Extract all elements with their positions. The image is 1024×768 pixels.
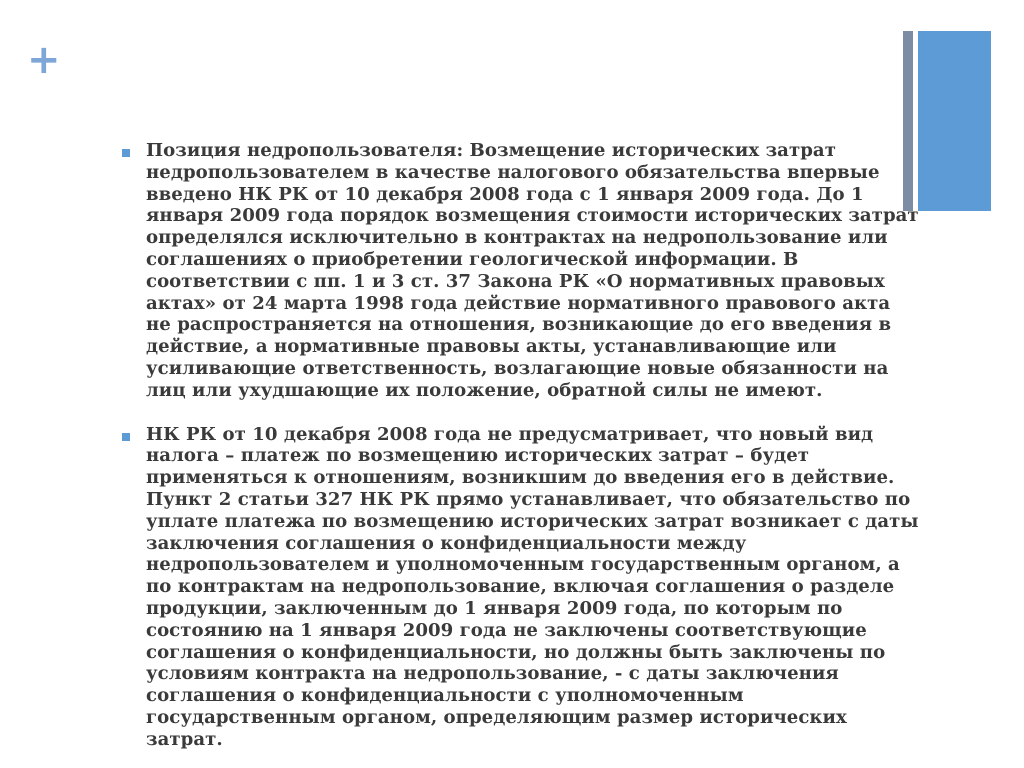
bullet-item-2 xyxy=(120,424,920,751)
bullet-square-icon xyxy=(122,149,130,157)
decorative-bar-blue xyxy=(918,31,991,211)
bullet-text: НК РК от 10 декабря 2008 года не предусматривает, что новый вид налога – платеж по возмещению исторических затрат – будет применяться к отношениям, возникшим до введения его в действие. Пункт 2 статьи 327 НК РК прямо устанавливает, что обязательство по уплате платежа по возмещению исторических затрат возникает с даты заключения соглашения о конфиденциальности между недропользователем и уполномоченным государственным органом, а по контрактам на недропользование, включая соглашения о разделе продукции, заключенным до 1 января 2009 года, по которым по состоянию на 1 января 2009 года не заключены соответствующие соглашения о конфиденциальности, но должны быть заключены по условиям контракта на недропользование, - с даты заключения соглашения о конфиденциальности с уполномоченным государственным органом, определяющим размер исторических затрат. xyxy=(146,423,919,750)
bullet-item-1 xyxy=(120,140,920,402)
plus-icon: + xyxy=(27,37,61,83)
bullet-square-icon xyxy=(122,433,130,441)
bullet-list xyxy=(120,140,920,751)
bullet-text: Позиция недропользователя: Возмещение исторических затрат недропользователем в качестве налогового обязательства впервые введено НК РК от 10 декабря 2008 года с 1 января 2009 года. До 1 января 2009 года порядок возмещения стоимости исторических затрат определялся исключительно в контрактах на недропользование или соглашениях о приобретении геологической информации. В соответствии с пп. 1 и 3 ст. 37 Закона РК «О нормативных правовых актах» от 24 марта 1998 года действие нормативного правового акта не распространяется на отношения, возникающие до его введения в действие, а нормативные правовы акты, устанавливающие или усиливающие ответственность, возлагающие новые обязанности на лиц или ухудшающие их положение, обратной силы не имеют. xyxy=(146,140,919,401)
slide-content xyxy=(120,140,920,768)
